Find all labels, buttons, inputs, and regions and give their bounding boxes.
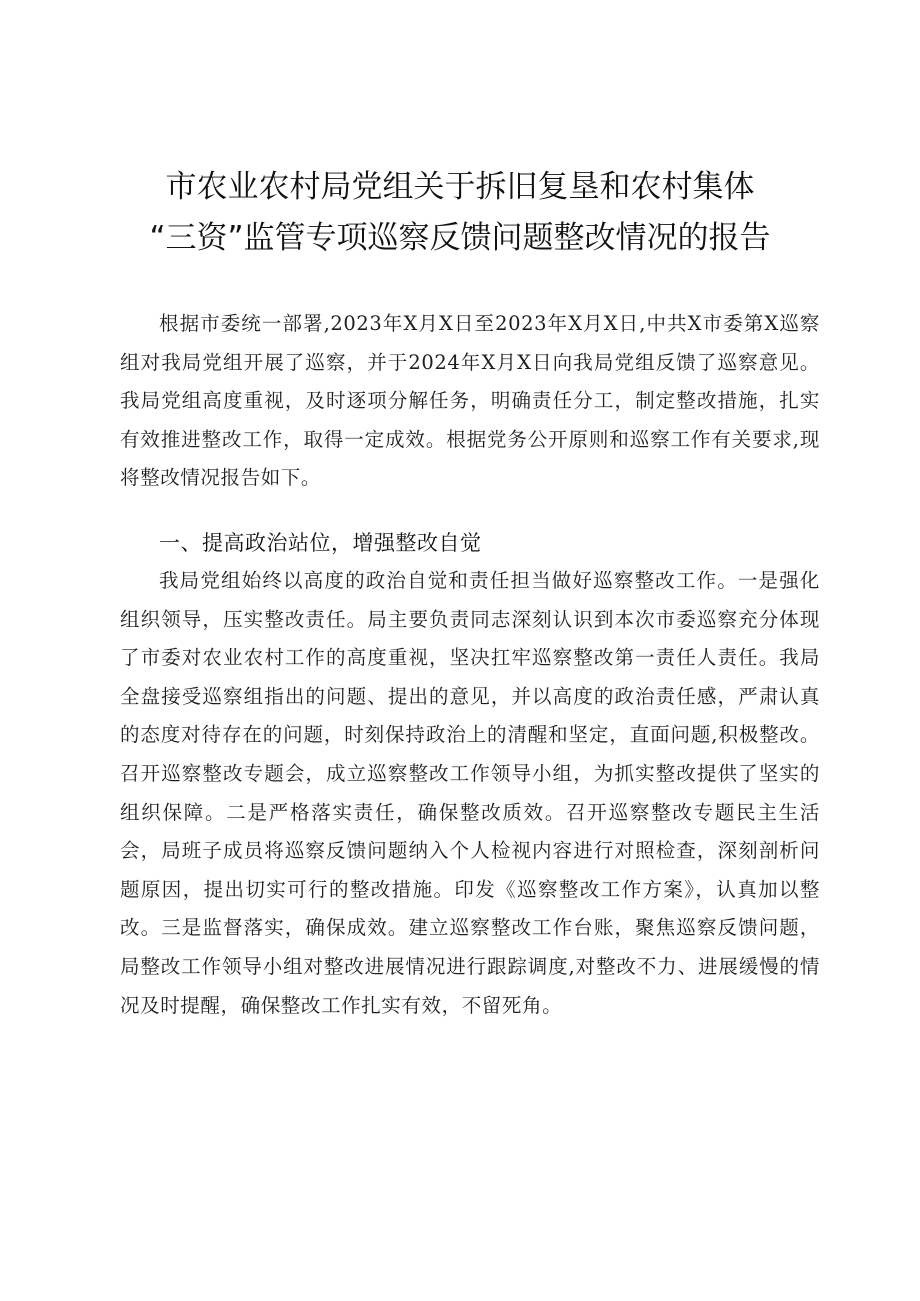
document-title-line-2: “三资”监管专项巡察反馈问题整改情况的报告 xyxy=(149,220,771,256)
intro-paragraph: 根据市委统一部署,2023年X月X日至2023年X月X日,中共X市委第X巡察组对我局党组开展了巡察，并于2024年X月X日向我局党组反馈了巡察意见。我局党组高度重视，及时逐项分解任务，明确责任分工，制定整改措施，扎实有效推进整改工作，取得一定成效。根据党务公开原则和巡察工作有关要求,现将整改情况报告如下。 xyxy=(120,312,820,490)
section-1-paragraph: 我局党组始终以高度的政治自觉和责任担当做好巡察整改工作。一是强化组织领导，压实整改责任。局主要负责同志深刻认识到本次市委巡察充分体现了市委对农业农村工作的高度重视，坚决扛牢巡察整改第一责任人责任。我局全盘接受巡察组指出的问题、提出的意见，并以高度的政治责任感，严肃认真的态度对待存在的问题，时刻保持政治上的清醒和坚定，直面问题,积极整改。召开巡察整改专题会，成立巡察整改工作领导小组，为抓实整改提供了坚实的组织保障。二是严格落实责任，确保整改质效。召开巡察整改专题民主生活会，局班子成员将巡察反馈问题纳入个人检视内容进行对照检查，深刻剖析问题原因，提出切实可行的整改措施。印发《巡察整改工作方案》，认真加以整改。三是监督落实，确保成效。建立巡察整改工作台账，聚焦巡察反馈问题，局整改工作领导小组对整改进展情况进行跟踪调度,对整改不力、进展缓慢的情况及时提醒，确保整改工作扎实有效，不留死角。 xyxy=(120,569,820,1017)
section-heading-1: 一、提高政治站位，增强整改自觉 xyxy=(159,531,482,555)
document-title-line-1: 市农业农村局党组关于拆旧复垦和农村集体 xyxy=(165,169,755,205)
